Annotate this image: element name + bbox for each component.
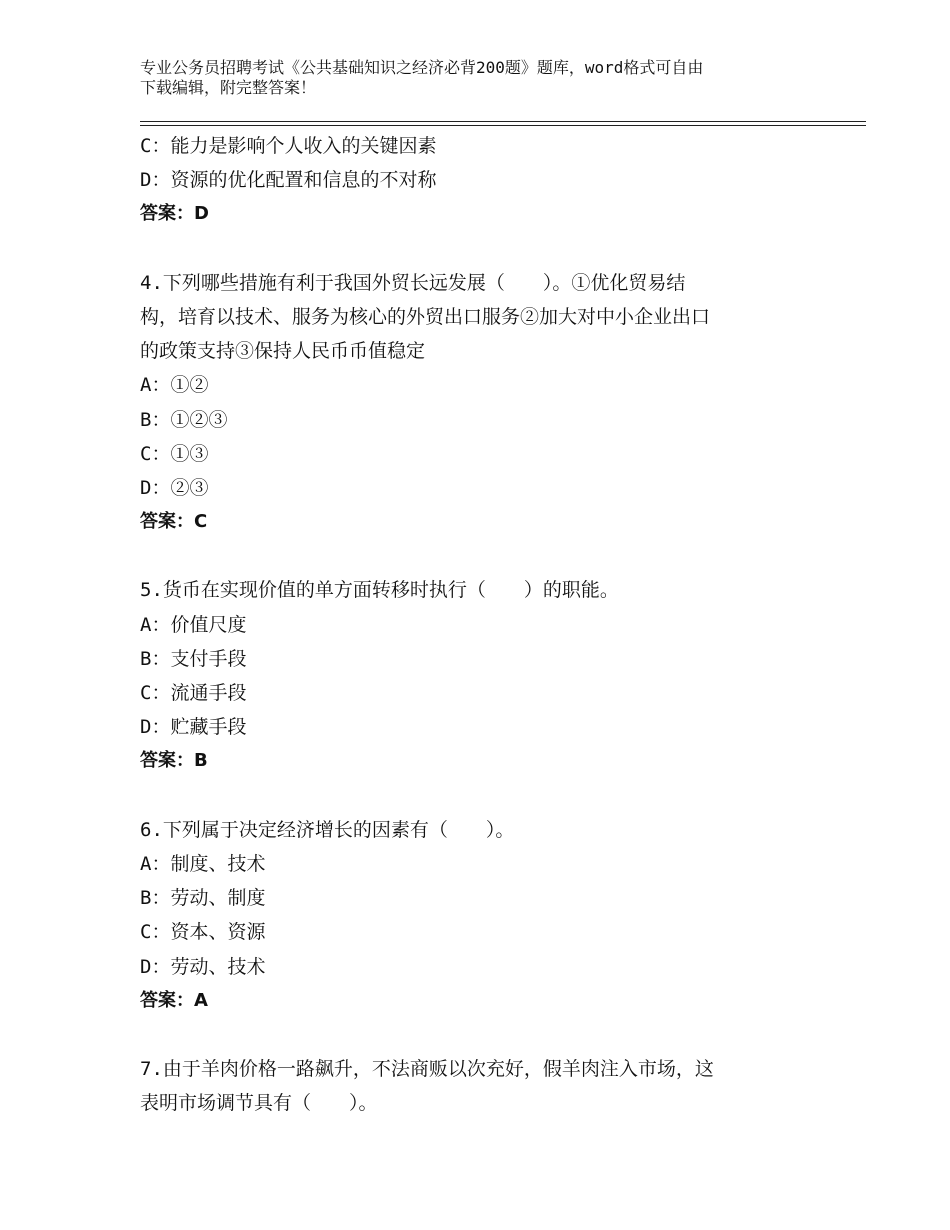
question-text-line: 的政策支持③保持人民币币值稳定 bbox=[140, 340, 426, 363]
answer-label: 答案：B bbox=[140, 750, 208, 772]
option-c: C：资本、资源 bbox=[140, 921, 266, 944]
option-a: A：①② bbox=[140, 374, 209, 397]
header-line-1: 专业公务员招聘考试《公共基础知识之经济必背200题》题库，word格式可自由 bbox=[140, 58, 704, 77]
option-a: A：制度、技术 bbox=[140, 852, 266, 875]
option-d: D：贮藏手段 bbox=[140, 716, 247, 739]
question-4 bbox=[140, 266, 800, 540]
question-5 bbox=[140, 573, 800, 778]
answer-label: 答案：A bbox=[140, 989, 208, 1011]
question-text-line: 4.下列哪些措施有利于我国外贸长远发展（ ）。①优化贸易结 bbox=[140, 271, 686, 294]
option-d: D：资源的优化配置和信息的不对称 bbox=[140, 169, 437, 192]
question-text-line: 构，培育以技术、服务为核心的外贸出口服务②加大对中小企业出口 bbox=[140, 305, 711, 328]
option-b: B：劳动、制度 bbox=[140, 887, 266, 910]
answer-label: 答案：C bbox=[140, 511, 208, 533]
option-a: A：价值尺度 bbox=[140, 613, 247, 636]
spacer bbox=[140, 779, 800, 813]
page-header bbox=[140, 58, 820, 98]
spacer bbox=[140, 1018, 800, 1052]
question-text-line: 表明市场调节具有（ ）。 bbox=[140, 1092, 378, 1115]
answer-label: 答案：D bbox=[140, 203, 209, 225]
question-6 bbox=[140, 813, 800, 1018]
option-d: D：劳动、技术 bbox=[140, 955, 266, 978]
header-rule-top bbox=[140, 121, 866, 122]
question-text-line: 5.货币在实现价值的单方面转移时执行（ ）的职能。 bbox=[140, 579, 619, 602]
header-rule-bottom bbox=[140, 125, 866, 126]
spacer bbox=[140, 539, 800, 573]
question-3-tail bbox=[140, 129, 800, 232]
option-b: B：①②③ bbox=[140, 408, 228, 431]
question-text-line: 6.下列属于决定经济增长的因素有（ ）。 bbox=[140, 818, 515, 841]
option-c: C：能力是影响个人收入的关键因素 bbox=[140, 135, 437, 157]
option-c: C：①③ bbox=[140, 442, 209, 465]
question-text-line: 7.由于羊肉价格一路飙升，不法商贩以次充好，假羊肉注入市场，这 bbox=[140, 1058, 714, 1081]
question-7 bbox=[140, 1052, 800, 1120]
option-b: B：支付手段 bbox=[140, 647, 247, 670]
spacer bbox=[140, 232, 800, 266]
header-line-2: 下载编辑，附完整答案！ bbox=[140, 78, 317, 97]
option-d: D：②③ bbox=[140, 476, 209, 499]
question-list bbox=[140, 129, 800, 1120]
option-c: C：流通手段 bbox=[140, 682, 247, 704]
